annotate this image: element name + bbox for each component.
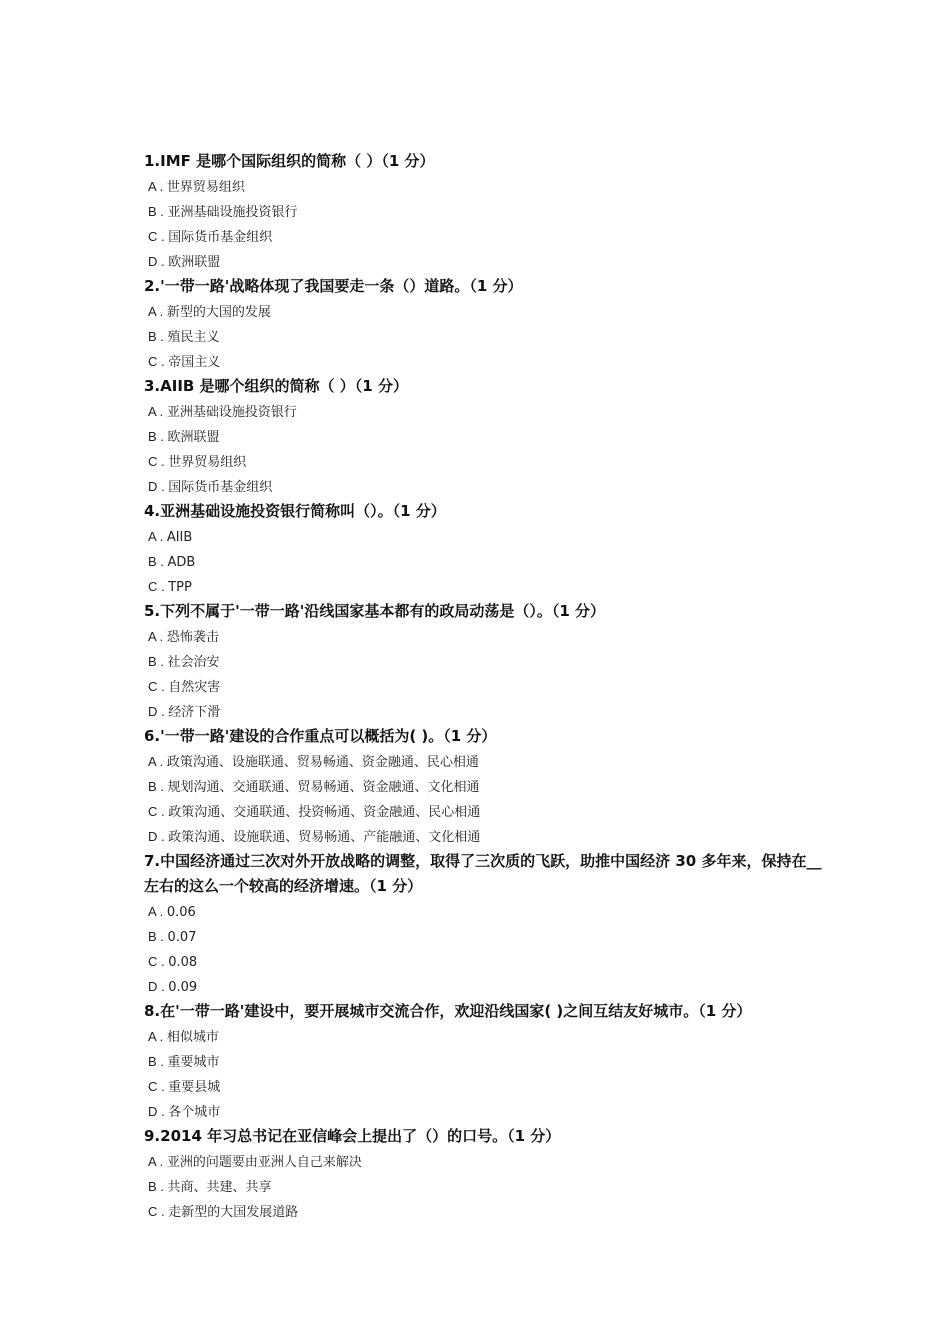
option-letter: B bbox=[148, 929, 157, 944]
option-text: 社会治安 bbox=[167, 655, 220, 670]
quiz-question-list bbox=[144, 149, 824, 1224]
option-letter: A bbox=[148, 1029, 156, 1044]
answer-option bbox=[144, 1149, 824, 1174]
question-title: 1.IMF 是哪个国际组织的简称（ ）（1 分） bbox=[144, 152, 435, 170]
option-separator: . bbox=[155, 304, 167, 319]
option-letter: A bbox=[148, 904, 156, 919]
answer-option bbox=[144, 824, 824, 849]
option-separator: . bbox=[157, 979, 169, 994]
option-letter: B bbox=[148, 329, 157, 344]
option-letter: C bbox=[148, 1079, 158, 1094]
answer-option bbox=[144, 399, 824, 424]
answer-option bbox=[144, 624, 824, 649]
option-letter: A bbox=[148, 1154, 156, 1169]
option-letter: A bbox=[148, 529, 156, 544]
answer-option bbox=[144, 1024, 824, 1049]
option-text: TPP bbox=[168, 580, 192, 595]
answer-option bbox=[144, 174, 824, 199]
option-letter: B bbox=[148, 429, 157, 444]
option-text: 世界贸易组织 bbox=[168, 455, 247, 470]
option-letter: A bbox=[148, 404, 156, 419]
option-separator: . bbox=[157, 1104, 169, 1119]
question-title: 7.中国经济通过三次对外开放战略的调整，取得了三次质的飞跃，助推中国经济 30 多年来，保持在__左右的这么一个较高的经济增速。（1 分） bbox=[144, 852, 822, 895]
question-block bbox=[144, 999, 824, 1124]
question-title: 8.在'一带一路'建设中，要开展城市交流合作，欢迎沿线国家( )之间互结友好城市。（1 分） bbox=[144, 1002, 752, 1020]
option-separator: . bbox=[157, 229, 169, 244]
option-text: 帝国主义 bbox=[168, 355, 221, 370]
option-text: 欧洲联盟 bbox=[167, 430, 220, 445]
option-separator: . bbox=[157, 1079, 169, 1094]
answer-option bbox=[144, 474, 824, 499]
question-title: 5.下列不属于'一带一路'沿线国家基本都有的政局动荡是（）。（1 分） bbox=[144, 602, 605, 620]
option-letter: B bbox=[148, 1179, 157, 1194]
option-letter: D bbox=[148, 1104, 158, 1119]
option-text: 经济下滑 bbox=[168, 705, 221, 720]
option-text: 0.06 bbox=[166, 905, 196, 920]
option-separator: . bbox=[156, 329, 168, 344]
answer-option bbox=[144, 449, 824, 474]
option-text: 共商、共建、共享 bbox=[167, 1180, 272, 1195]
question-title: 6.'一带一路'建设的合作重点可以概括为( )。（1 分） bbox=[144, 727, 497, 745]
option-separator: . bbox=[155, 629, 167, 644]
option-text: 恐怖袭击 bbox=[166, 630, 219, 645]
option-letter: C bbox=[148, 1204, 158, 1219]
question-block bbox=[144, 149, 824, 274]
option-separator: . bbox=[157, 1204, 169, 1219]
question-block bbox=[144, 499, 824, 599]
option-text: 重要城市 bbox=[167, 1055, 220, 1070]
answer-option bbox=[144, 699, 824, 724]
answer-option bbox=[144, 524, 824, 549]
answer-option bbox=[144, 299, 824, 324]
option-separator: . bbox=[156, 429, 168, 444]
option-text: 自然灾害 bbox=[168, 680, 221, 695]
option-separator: . bbox=[156, 1054, 168, 1069]
option-text: 0.09 bbox=[168, 980, 198, 995]
option-text: 亚洲基础设施投资银行 bbox=[167, 205, 298, 220]
option-separator: . bbox=[157, 704, 169, 719]
question-block bbox=[144, 849, 824, 999]
option-separator: . bbox=[157, 804, 169, 819]
option-separator: . bbox=[156, 204, 168, 219]
option-separator: . bbox=[156, 929, 168, 944]
question-block bbox=[144, 274, 824, 374]
question-title: 9.2014 年习总书记在亚信峰会上提出了（）的口号。（1 分） bbox=[144, 1127, 561, 1145]
option-separator: . bbox=[156, 654, 168, 669]
answer-option bbox=[144, 424, 824, 449]
answer-option bbox=[144, 349, 824, 374]
option-letter: B bbox=[148, 204, 157, 219]
option-letter: C bbox=[148, 954, 158, 969]
option-letter: B bbox=[148, 554, 157, 569]
answer-option bbox=[144, 324, 824, 349]
option-text: 国际货币基金组织 bbox=[168, 230, 273, 245]
option-text: AIIB bbox=[166, 530, 193, 545]
option-text: 殖民主义 bbox=[167, 330, 220, 345]
option-separator: . bbox=[157, 354, 169, 369]
option-letter: C bbox=[148, 229, 158, 244]
option-text: 0.07 bbox=[167, 930, 197, 945]
answer-option bbox=[144, 674, 824, 699]
option-text: 新型的大国的发展 bbox=[166, 305, 271, 320]
option-letter: B bbox=[148, 1054, 157, 1069]
option-separator: . bbox=[155, 754, 167, 769]
option-text: 各个城市 bbox=[168, 1105, 221, 1120]
answer-option bbox=[144, 1199, 824, 1224]
option-letter: D bbox=[148, 704, 158, 719]
option-letter: A bbox=[148, 629, 156, 644]
option-text: 世界贸易组织 bbox=[166, 180, 245, 195]
question-block bbox=[144, 724, 824, 849]
option-letter: D bbox=[148, 254, 158, 269]
answer-option bbox=[144, 1049, 824, 1074]
option-text: 走新型的大国发展道路 bbox=[168, 1205, 299, 1220]
answer-option bbox=[144, 924, 824, 949]
option-letter: A bbox=[148, 179, 156, 194]
option-separator: . bbox=[157, 829, 169, 844]
option-separator: . bbox=[156, 779, 168, 794]
option-separator: . bbox=[155, 904, 167, 919]
option-separator: . bbox=[156, 1179, 168, 1194]
option-separator: . bbox=[155, 179, 167, 194]
option-separator: . bbox=[156, 554, 168, 569]
option-letter: C bbox=[148, 679, 158, 694]
option-letter: D bbox=[148, 479, 158, 494]
question-title: 2.'一带一路'战略体现了我国要走一条（）道路。（1 分） bbox=[144, 277, 523, 295]
answer-option bbox=[144, 799, 824, 824]
option-letter: C bbox=[148, 454, 158, 469]
option-text: 亚洲的问题要由亚洲人自己来解决 bbox=[166, 1155, 362, 1170]
option-text: 政策沟通、设施联通、贸易畅通、资金融通、民心相通 bbox=[166, 755, 479, 770]
answer-option bbox=[144, 1074, 824, 1099]
option-letter: D bbox=[148, 829, 158, 844]
answer-option bbox=[144, 249, 824, 274]
answer-option bbox=[144, 199, 824, 224]
question-block bbox=[144, 1124, 824, 1224]
option-letter: A bbox=[148, 754, 156, 769]
option-letter: A bbox=[148, 304, 156, 319]
option-text: 国际货币基金组织 bbox=[168, 480, 273, 495]
answer-option bbox=[144, 774, 824, 799]
option-text: ADB bbox=[167, 555, 196, 570]
option-letter: D bbox=[148, 979, 158, 994]
option-separator: . bbox=[157, 254, 169, 269]
option-text: 欧洲联盟 bbox=[168, 255, 221, 270]
option-letter: C bbox=[148, 579, 158, 594]
answer-option bbox=[144, 649, 824, 674]
option-separator: . bbox=[157, 479, 169, 494]
question-title: 4.亚洲基础设施投资银行简称叫（）。（1 分） bbox=[144, 502, 446, 520]
option-text: 政策沟通、设施联通、贸易畅通、产能融通、文化相通 bbox=[168, 830, 481, 845]
option-letter: C bbox=[148, 354, 158, 369]
option-separator: . bbox=[155, 529, 167, 544]
answer-option bbox=[144, 224, 824, 249]
option-text: 亚洲基础设施投资银行 bbox=[166, 405, 297, 420]
answer-option bbox=[144, 1099, 824, 1124]
option-separator: . bbox=[155, 404, 167, 419]
answer-option bbox=[144, 949, 824, 974]
answer-option bbox=[144, 549, 824, 574]
option-letter: B bbox=[148, 779, 157, 794]
answer-option bbox=[144, 574, 824, 599]
option-text: 重要县城 bbox=[168, 1080, 221, 1095]
option-separator: . bbox=[157, 954, 169, 969]
question-block bbox=[144, 374, 824, 499]
answer-option bbox=[144, 899, 824, 924]
answer-option bbox=[144, 1174, 824, 1199]
answer-option bbox=[144, 749, 824, 774]
question-title: 3.AIIB 是哪个组织的简称（ ）（1 分） bbox=[144, 377, 408, 395]
option-text: 相似城市 bbox=[166, 1030, 219, 1045]
option-separator: . bbox=[157, 579, 169, 594]
question-block bbox=[144, 599, 824, 724]
option-letter: B bbox=[148, 654, 157, 669]
option-separator: . bbox=[155, 1029, 167, 1044]
answer-option bbox=[144, 974, 824, 999]
option-separator: . bbox=[157, 454, 169, 469]
option-letter: C bbox=[148, 804, 158, 819]
option-separator: . bbox=[155, 1154, 167, 1169]
option-text: 政策沟通、交通联通、投资畅通、资金融通、民心相通 bbox=[168, 805, 481, 820]
option-text: 0.08 bbox=[168, 955, 198, 970]
option-text: 规划沟通、交通联通、贸易畅通、资金融通、文化相通 bbox=[167, 780, 480, 795]
option-separator: . bbox=[157, 679, 169, 694]
